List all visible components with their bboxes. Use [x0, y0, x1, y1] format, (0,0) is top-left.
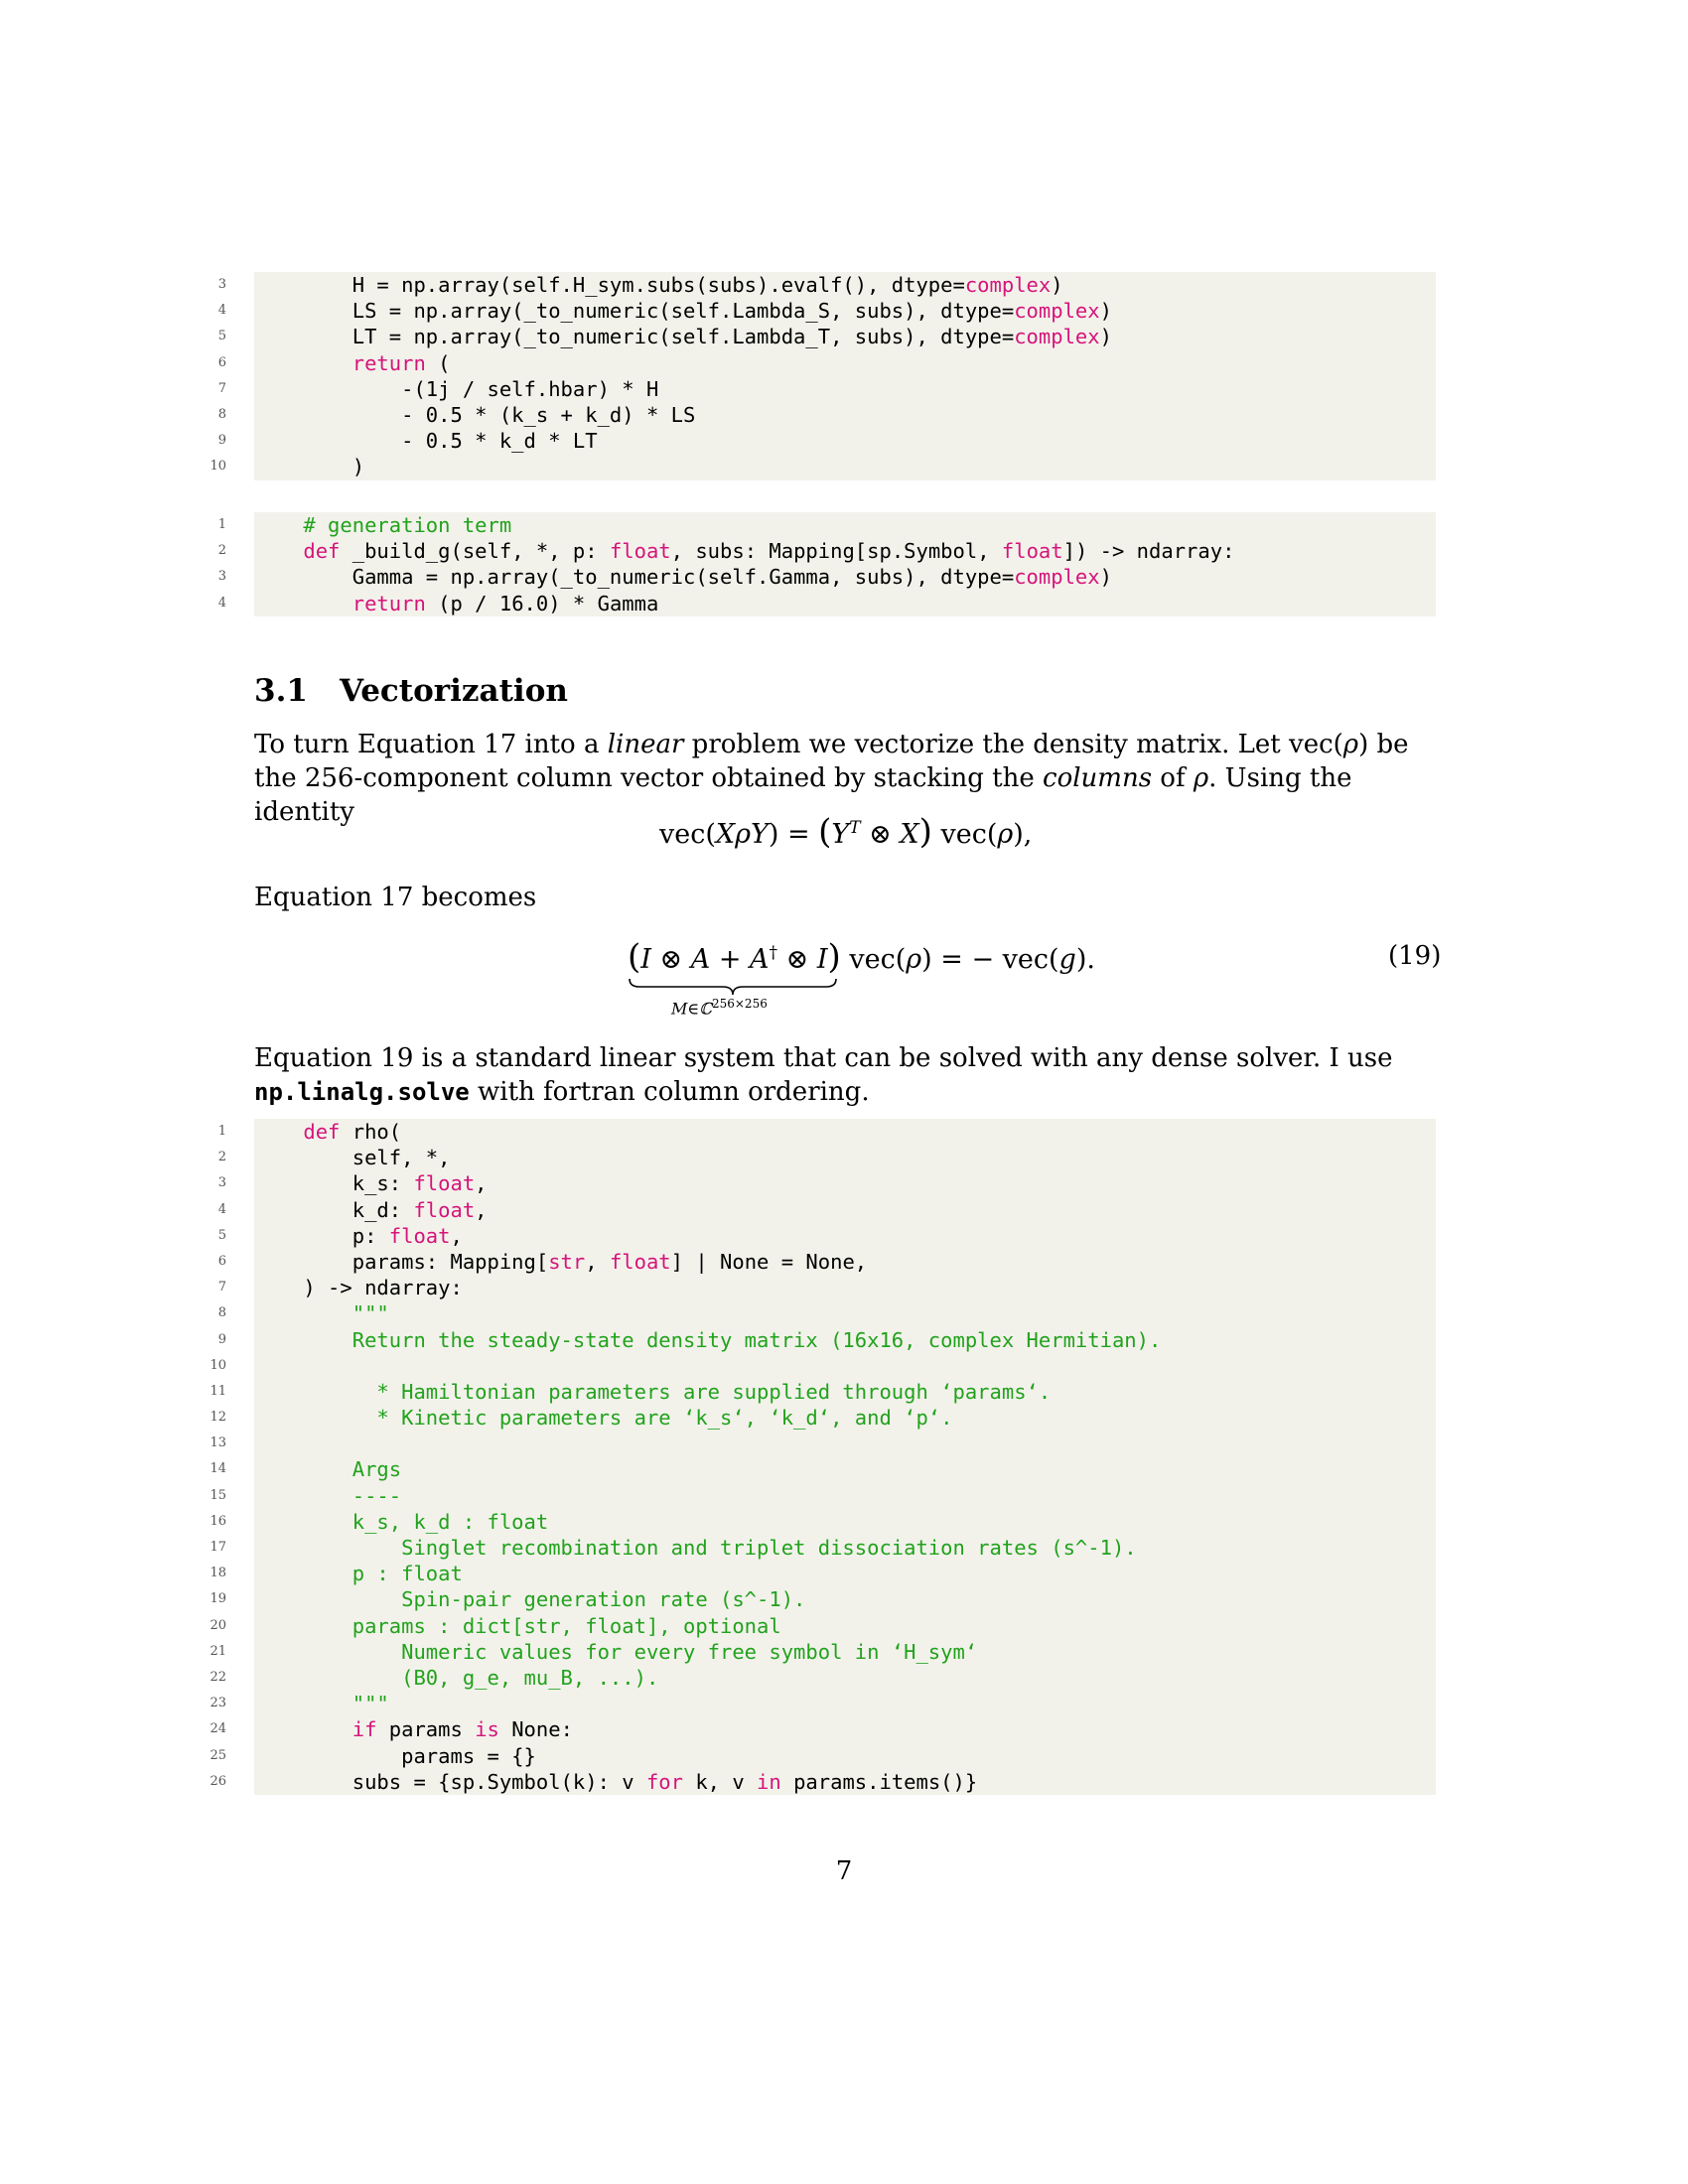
code-text: - 0.5 * (k_s + k_d) * LS [254, 402, 696, 427]
code-keyword: for [645, 1769, 683, 1794]
line-number: 12 [210, 1410, 226, 1426]
line-number: 20 [210, 1617, 226, 1633]
math-paren: ( [818, 812, 832, 852]
math-var: g [1058, 944, 1076, 975]
code-line [217, 1145, 1436, 1170]
section-title: Vectorization [340, 673, 568, 709]
line-number: 17 [210, 1540, 226, 1555]
line-number: 22 [210, 1669, 226, 1685]
math-superscript: 256×256 [711, 997, 768, 1011]
math-var: Y [751, 819, 769, 850]
math-var: X [715, 819, 736, 850]
code-text: ]) -> ndarray: [1062, 539, 1235, 564]
math-superscript: † [769, 943, 778, 963]
text: . Using the identity [254, 763, 1352, 827]
code-line [210, 1405, 1436, 1431]
underbrace-icon [628, 977, 838, 997]
code-line [210, 1483, 1436, 1509]
code-text: LS = np.array(_to_numeric(self.Lambda_S, subs), dtype= [254, 299, 1015, 324]
code-type: float [413, 1197, 476, 1222]
code-text: k, v [682, 1769, 758, 1794]
line-number: 1 [217, 517, 226, 532]
code-keyword: is [475, 1717, 499, 1742]
code-docstring: k_s, k_d : float [254, 1509, 549, 1534]
line-number: 8 [217, 1305, 226, 1321]
code-line [217, 428, 1436, 454]
code-type: float [609, 539, 671, 564]
code-line [217, 324, 1436, 349]
code-keyword: in [757, 1769, 781, 1794]
paragraph-linear-system [254, 1041, 1436, 1109]
math-text: vec( [840, 944, 907, 975]
math-var: X [900, 819, 919, 850]
code-docstring: """ [254, 1692, 389, 1716]
code-text: rho( [340, 1120, 402, 1144]
line-number: 26 [210, 1773, 226, 1789]
code-text: ) [1099, 325, 1112, 349]
code-docstring: Return the steady-state density matrix (16x16, complex Hermitian). [254, 1327, 1162, 1352]
code-line [217, 1275, 1436, 1300]
code-line [210, 1431, 1436, 1456]
code-docstring: (B0, g_e, mu_B, ...). [254, 1665, 659, 1690]
equation-number: (19) [1388, 941, 1442, 971]
math-text: M∈ℂ [671, 999, 712, 1019]
line-number: 10 [210, 1357, 226, 1373]
code-text: params: Mapping[ [254, 1249, 549, 1274]
math-text: vec( [659, 819, 716, 850]
code-text: params.items()} [780, 1769, 978, 1794]
code-line [217, 1249, 1436, 1275]
line-number: 15 [210, 1487, 226, 1503]
code-line [217, 1300, 1436, 1326]
math-var: A [690, 944, 711, 975]
code-line [210, 1691, 1436, 1716]
math-text: ) = − vec( [921, 944, 1059, 975]
code-keyword: return [352, 350, 426, 375]
math-var: ρ [997, 819, 1014, 850]
code-text: ( [425, 350, 451, 375]
code-text: , [475, 1171, 488, 1196]
code-docstring: Spin-pair generation rate (s^-1). [254, 1587, 806, 1612]
code-type: float [609, 1249, 671, 1274]
line-number: 11 [210, 1383, 226, 1399]
code-type: complex [964, 273, 1052, 297]
math-text: ), [1013, 819, 1033, 850]
code-line [210, 1379, 1436, 1405]
math-rho: ρ [1342, 730, 1359, 759]
code-text [254, 351, 352, 375]
math-rho: ρ [1193, 763, 1209, 793]
code-line [210, 1665, 1436, 1691]
line-number: 21 [210, 1643, 226, 1659]
line-number: 23 [210, 1696, 226, 1711]
code-text [254, 539, 303, 563]
code-text: , subs: Mapping[sp.Symbol, [670, 539, 1002, 564]
code-keyword: if [352, 1717, 377, 1742]
code-text: self, *, [254, 1146, 451, 1170]
code-text: ) -> ndarray: [254, 1276, 463, 1300]
line-number: 6 [217, 1253, 226, 1269]
code-text: - 0.5 * k_d * LT [254, 429, 598, 454]
code-text: , [475, 1197, 488, 1222]
code-text: ) [1099, 565, 1112, 590]
line-number: 24 [210, 1721, 226, 1737]
math-paren: ) [827, 937, 841, 977]
text: Equation 19 is a standard linear system that can be solved with any dense solver. I use [254, 1043, 1393, 1073]
code-text [254, 592, 352, 615]
line-number: 6 [217, 354, 226, 370]
math-op: ⊗ [777, 944, 817, 975]
code-line [217, 512, 1436, 538]
code-line [217, 350, 1436, 376]
line-number: 3 [217, 1175, 226, 1191]
code-keyword: return [352, 591, 426, 615]
code-line [217, 538, 1436, 564]
code-line [210, 1769, 1436, 1795]
code-text [254, 1120, 303, 1144]
line-number: 9 [217, 1331, 226, 1347]
code-text: _build_g(self, *, p: [340, 539, 610, 564]
code-block-1 [210, 272, 1436, 480]
line-number: 3 [217, 277, 226, 292]
line-number: 4 [217, 1201, 226, 1217]
code-line [217, 564, 1436, 590]
inline-code: np.linalg.solve [254, 1078, 470, 1106]
line-number: 5 [217, 329, 226, 344]
code-line [217, 591, 1436, 616]
line-number: 2 [217, 1150, 226, 1165]
math-var: ρ [906, 944, 922, 975]
text: problem we vectorize the density matrix. Let vec( [683, 730, 1343, 759]
emphasis-linear: linear [607, 730, 684, 759]
code-line [210, 1535, 1436, 1561]
code-keyword: def [303, 539, 341, 564]
math-var: Y [831, 819, 850, 850]
line-number: 25 [210, 1747, 226, 1763]
line-number: 2 [217, 543, 226, 559]
paragraph-becomes: Equation 17 becomes [254, 883, 537, 912]
code-text: H = np.array(self.H_sym.subs(subs).evalf(), dtype= [254, 273, 965, 297]
math-var: I [816, 944, 828, 975]
code-line [210, 1613, 1436, 1639]
code-text: ) [254, 455, 365, 479]
code-text [254, 1717, 352, 1741]
code-line [217, 1223, 1436, 1249]
line-number: 7 [217, 380, 226, 396]
code-text: params = {} [254, 1743, 536, 1768]
code-docstring: p : float [254, 1562, 463, 1586]
code-type: complex [1014, 565, 1100, 590]
code-line [210, 1561, 1436, 1586]
code-text: subs = {sp.Symbol(k): v [254, 1769, 646, 1794]
math-var: ρ [735, 819, 751, 850]
code-line [217, 1170, 1436, 1196]
math-op: ⊗ [650, 944, 691, 975]
emphasis-columns: columns [1043, 763, 1153, 793]
text: of [1152, 763, 1194, 793]
code-docstring: * Kinetic parameters are ‘k_s‘, ‘k_d‘, and ‘p‘. [254, 1406, 953, 1431]
code-text [254, 513, 303, 537]
section-heading [254, 673, 568, 709]
line-number: 13 [210, 1435, 226, 1451]
line-number: 18 [210, 1566, 226, 1581]
line-number: 7 [217, 1280, 226, 1296]
code-text: ) [1099, 299, 1112, 324]
code-line [210, 1586, 1436, 1612]
section-number: 3.1 [254, 673, 308, 709]
code-text: k_s: [254, 1171, 414, 1196]
math-var: A [750, 944, 770, 975]
code-text: ) [1051, 273, 1063, 297]
line-number: 16 [210, 1513, 226, 1529]
code-text: ] | None = None, [670, 1249, 868, 1274]
code-type: float [1001, 539, 1063, 564]
identity-equation [659, 812, 1032, 852]
code-text: p: [254, 1223, 389, 1248]
line-number: 4 [217, 595, 226, 611]
math-op: + [710, 944, 751, 975]
code-block-2 [217, 512, 1436, 616]
code-text: , [585, 1249, 610, 1274]
math-text: vec( [931, 819, 998, 850]
code-text: , [450, 1223, 463, 1248]
math-op: ⊗ [860, 819, 901, 850]
code-docstring: """ [254, 1301, 389, 1326]
code-line [210, 1456, 1436, 1482]
math-superscript: T [849, 818, 861, 838]
code-text: None: [498, 1717, 573, 1742]
line-number: 4 [217, 303, 226, 319]
code-docstring: ---- [254, 1483, 402, 1508]
code-type: float [388, 1223, 451, 1248]
math-text: ). [1075, 944, 1095, 975]
code-line [217, 298, 1436, 324]
code-text: params [376, 1717, 476, 1742]
underbrace-label [671, 997, 768, 1018]
text: To turn Equation 17 into a [254, 730, 608, 759]
code-docstring: Args [254, 1457, 402, 1482]
line-number: 1 [217, 1124, 226, 1139]
line-number: 8 [217, 406, 226, 422]
code-line [217, 272, 1436, 298]
math-var: I [640, 944, 651, 975]
code-text: k_d: [254, 1197, 414, 1222]
code-text: LT = np.array(_to_numeric(self.Lambda_T, subs), dtype= [254, 325, 1015, 349]
code-line [210, 1743, 1436, 1769]
code-line [217, 402, 1436, 428]
code-docstring: Singlet recombination and triplet dissociation rates (s^-1). [254, 1536, 1137, 1560]
line-number: 19 [210, 1591, 226, 1607]
code-type: str [548, 1249, 586, 1274]
math-text: ) = [768, 819, 819, 850]
code-line [217, 1327, 1436, 1353]
code-docstring: Numeric values for every free symbol in ‘H_sym‘ [254, 1639, 978, 1664]
code-type: float [413, 1171, 476, 1196]
code-line [210, 454, 1436, 479]
code-text: -(1j / self.hbar) * H [254, 376, 659, 401]
code-docstring: params : dict[str, float], optional [254, 1613, 781, 1638]
page-number: 7 [835, 1856, 853, 1886]
line-number: 3 [217, 569, 226, 585]
text: ) be the 256-component column vector obtained by stacking the [254, 730, 1409, 793]
code-comment: # generation term [303, 513, 512, 537]
code-line [210, 1639, 1436, 1665]
equation-19 [628, 937, 1095, 977]
math-paren: ) [918, 812, 932, 852]
line-number: 14 [210, 1461, 226, 1477]
code-line [210, 1509, 1436, 1535]
code-line [217, 376, 1436, 402]
code-docstring: * Hamiltonian parameters are supplied through ‘params‘. [254, 1379, 1052, 1404]
code-type: complex [1014, 325, 1100, 349]
code-text: (p / 16.0) * Gamma [425, 591, 659, 615]
code-line [217, 1119, 1436, 1145]
math-paren: ( [628, 937, 641, 977]
code-line [210, 1353, 1436, 1379]
code-line [217, 1197, 1436, 1223]
code-keyword: def [303, 1120, 341, 1144]
code-type: complex [1014, 299, 1100, 324]
text: with fortran column ordering. [469, 1077, 870, 1107]
code-line [210, 1716, 1436, 1742]
line-number: 5 [217, 1227, 226, 1243]
code-text: Gamma = np.array(_to_numeric(self.Gamma, subs), dtype= [254, 565, 1015, 590]
line-number: 10 [210, 459, 226, 475]
code-block-3 [210, 1119, 1436, 1795]
line-number: 9 [217, 433, 226, 449]
